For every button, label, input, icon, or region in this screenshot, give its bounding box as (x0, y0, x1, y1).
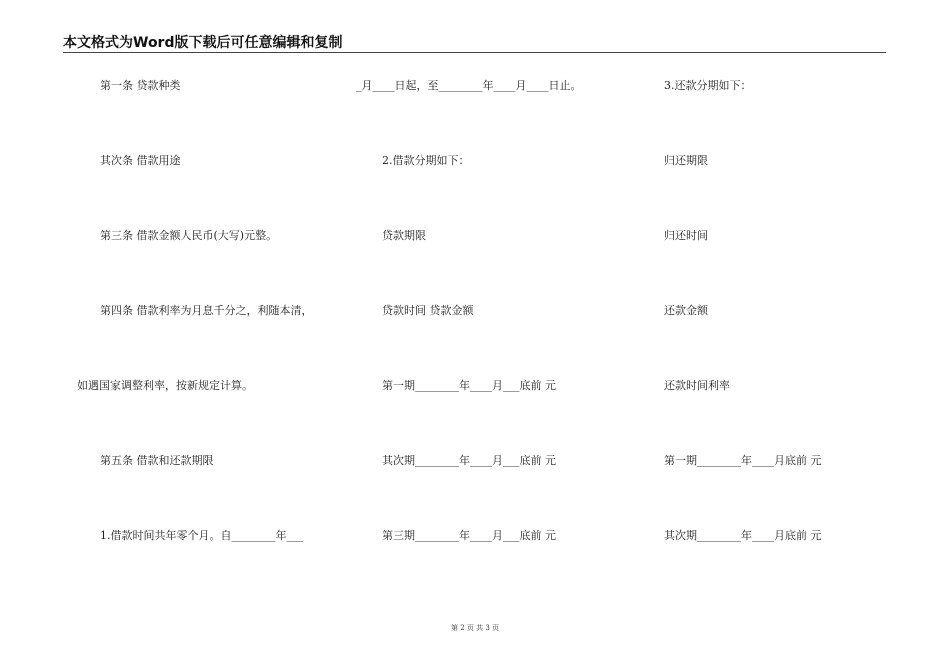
right-line-3: 归还时间 (664, 229, 708, 242)
middle-line-6: 其次期________年____月___底前 元 (382, 454, 556, 467)
left-line-4: 第四条 借款利率为月息千分之，利随本清， (100, 304, 313, 317)
right-line-1: 3.还款分期如下： (664, 79, 752, 92)
middle-line-3: 贷款期限 (382, 229, 426, 242)
left-line-6: 第五条 借款和还款期限 (100, 454, 214, 467)
middle-line-4: 贷款时间 贷款金额 (382, 304, 474, 317)
right-line-5: 还款时间利率 (664, 379, 730, 392)
middle-line-1: _月____日起，至________年____月____日止。 (356, 79, 582, 92)
middle-line-7: 第三期________年____月___底前 元 (382, 529, 556, 542)
page-header-title: 本文格式为Word版下载后可任意编辑和复制 (63, 35, 343, 51)
middle-line-5: 第一期________年____月___底前 元 (382, 379, 556, 392)
page-number-footer: 第 2 页 共 3 页 (450, 624, 500, 632)
right-line-4: 还款金额 (664, 304, 708, 317)
right-line-6: 第一期________年____月底前 元 (664, 454, 822, 467)
left-line-1: 第一条 贷款种类 (100, 79, 181, 92)
left-line-5: 如遇国家调整利率，按新规定计算。 (77, 379, 253, 392)
left-line-3: 第三条 借款金额人民币(大写)元整。 (100, 229, 278, 242)
page-header (63, 34, 886, 53)
middle-line-2: 2.借款分期如下： (382, 154, 470, 167)
left-line-7: 1.借款时间共年零个月。自________年___ (100, 529, 303, 542)
left-line-2: 其次条 借款用途 (100, 154, 181, 167)
right-line-7: 其次期________年____月底前 元 (664, 529, 822, 542)
right-line-2: 归还期限 (664, 154, 708, 167)
